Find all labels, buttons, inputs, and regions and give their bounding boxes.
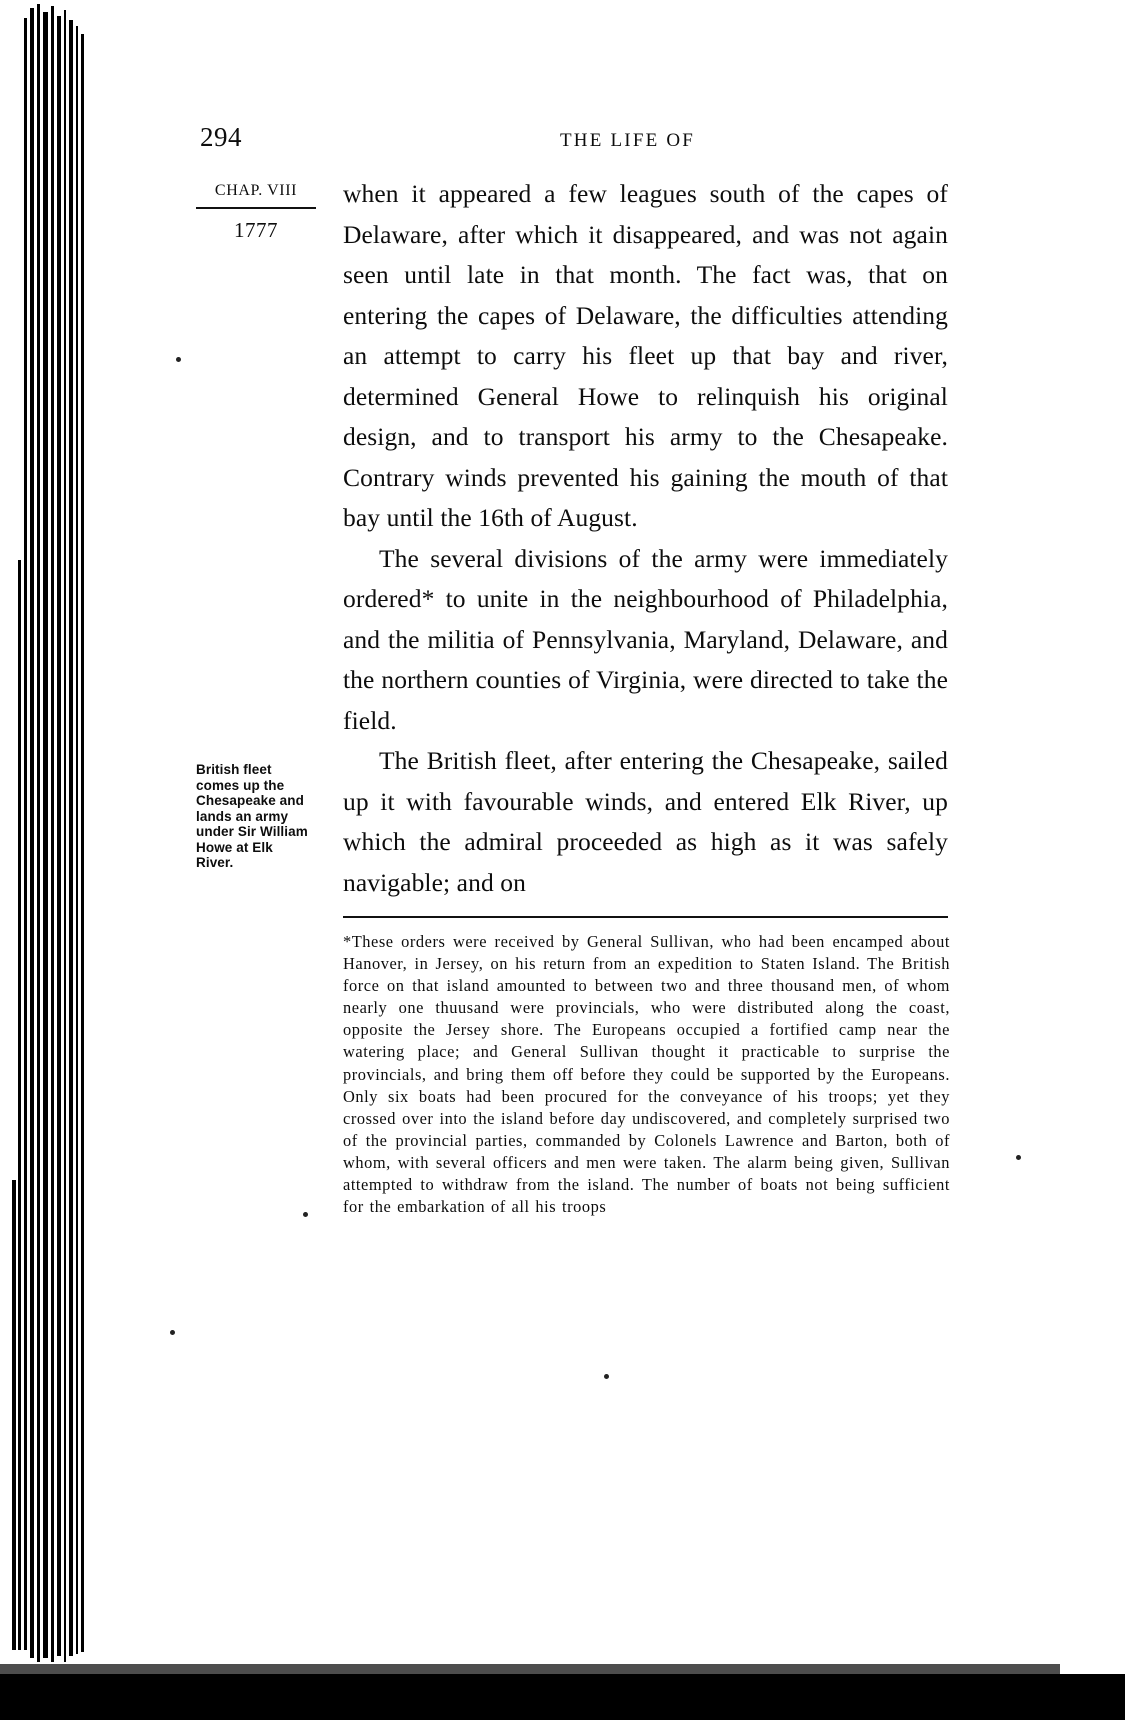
footnote-text: These orders were received by General Sullivan, who had been encamped about Hanover, in Jersey, on his return from an expedition to Staten Island. The British force on that island amounted to between two and three thousand men, of whom nearly one thuusand were provincials, who were distributed along the coast, opposite the Jersey shore. The Europeans occupied a fortified camp near the watering place; and General Sullivan thought it practicable to surprise the provincials, and bring them off before they could be supported by the Europeans. Only six boats had been procured for the conveyance of his troops; yet they crossed over into the island before day undiscovered, and completely surprised two of the provincial parties, commanded by Colonels Lawrence and Barton, both of whom, with several officers and men were taken. The alarm being given, Sullivan attempted to withdraw from the island. The number of boats not being sufficient for the embarkation of all his troops: [343, 932, 950, 1217]
scan-speck: [170, 1330, 175, 1335]
margin-side-note: British fleet comes up the Chesapeake and lands an army under Sir William Howe at Elk River.: [196, 762, 308, 870]
year-note: 1777: [234, 218, 278, 242]
scan-speck: [1016, 1155, 1021, 1160]
paragraph: when it appeared a few leagues south of the capes of Delaware, after which it disappeared, and was not again seen until late in that month. The fact was, that on entering the capes of Delaware, the difficulties attending an attempt to carry his fleet up that bay and river, determined General Howe to relinquish his original design, and to transport his army to the Chesapeake. Contrary winds prevented his gaining the mouth of that bay until the 16th of August.: [343, 179, 948, 532]
page-edge-shadow-inner: [0, 1664, 1060, 1674]
binding-gutter-artifact: [0, 0, 120, 1720]
scan-speck: [176, 357, 181, 362]
paragraph: The several divisions of the army were immediately ordered* to unite in the neighbourhood of Philadelphia, and the militia of Pennsylvania, Maryland, Delaware, and the northern counties of Virginia, were directed to take the field.: [343, 543, 948, 735]
footnote-block: [343, 931, 950, 1218]
footnote-marker: *: [343, 932, 352, 951]
chapter-note: CHAP. VIII: [214, 182, 298, 199]
running-head: THE LIFE OF: [560, 130, 696, 151]
footnote-rule: [343, 916, 948, 918]
paragraph: The British fleet, after entering the Chesapeake, sailed up it with favourable winds, and entered Elk River, up which the admiral proceeded as high as it was safely navigable; and on: [343, 746, 948, 897]
scan-speck: [604, 1374, 609, 1379]
body-text-column: [343, 174, 948, 903]
chapter-note-rule: [196, 207, 316, 209]
page-edge-shadow: [0, 1674, 1133, 1720]
scan-speck: [303, 1212, 308, 1217]
page-right-edge: [1125, 0, 1133, 1720]
page-number: 294: [200, 122, 242, 152]
